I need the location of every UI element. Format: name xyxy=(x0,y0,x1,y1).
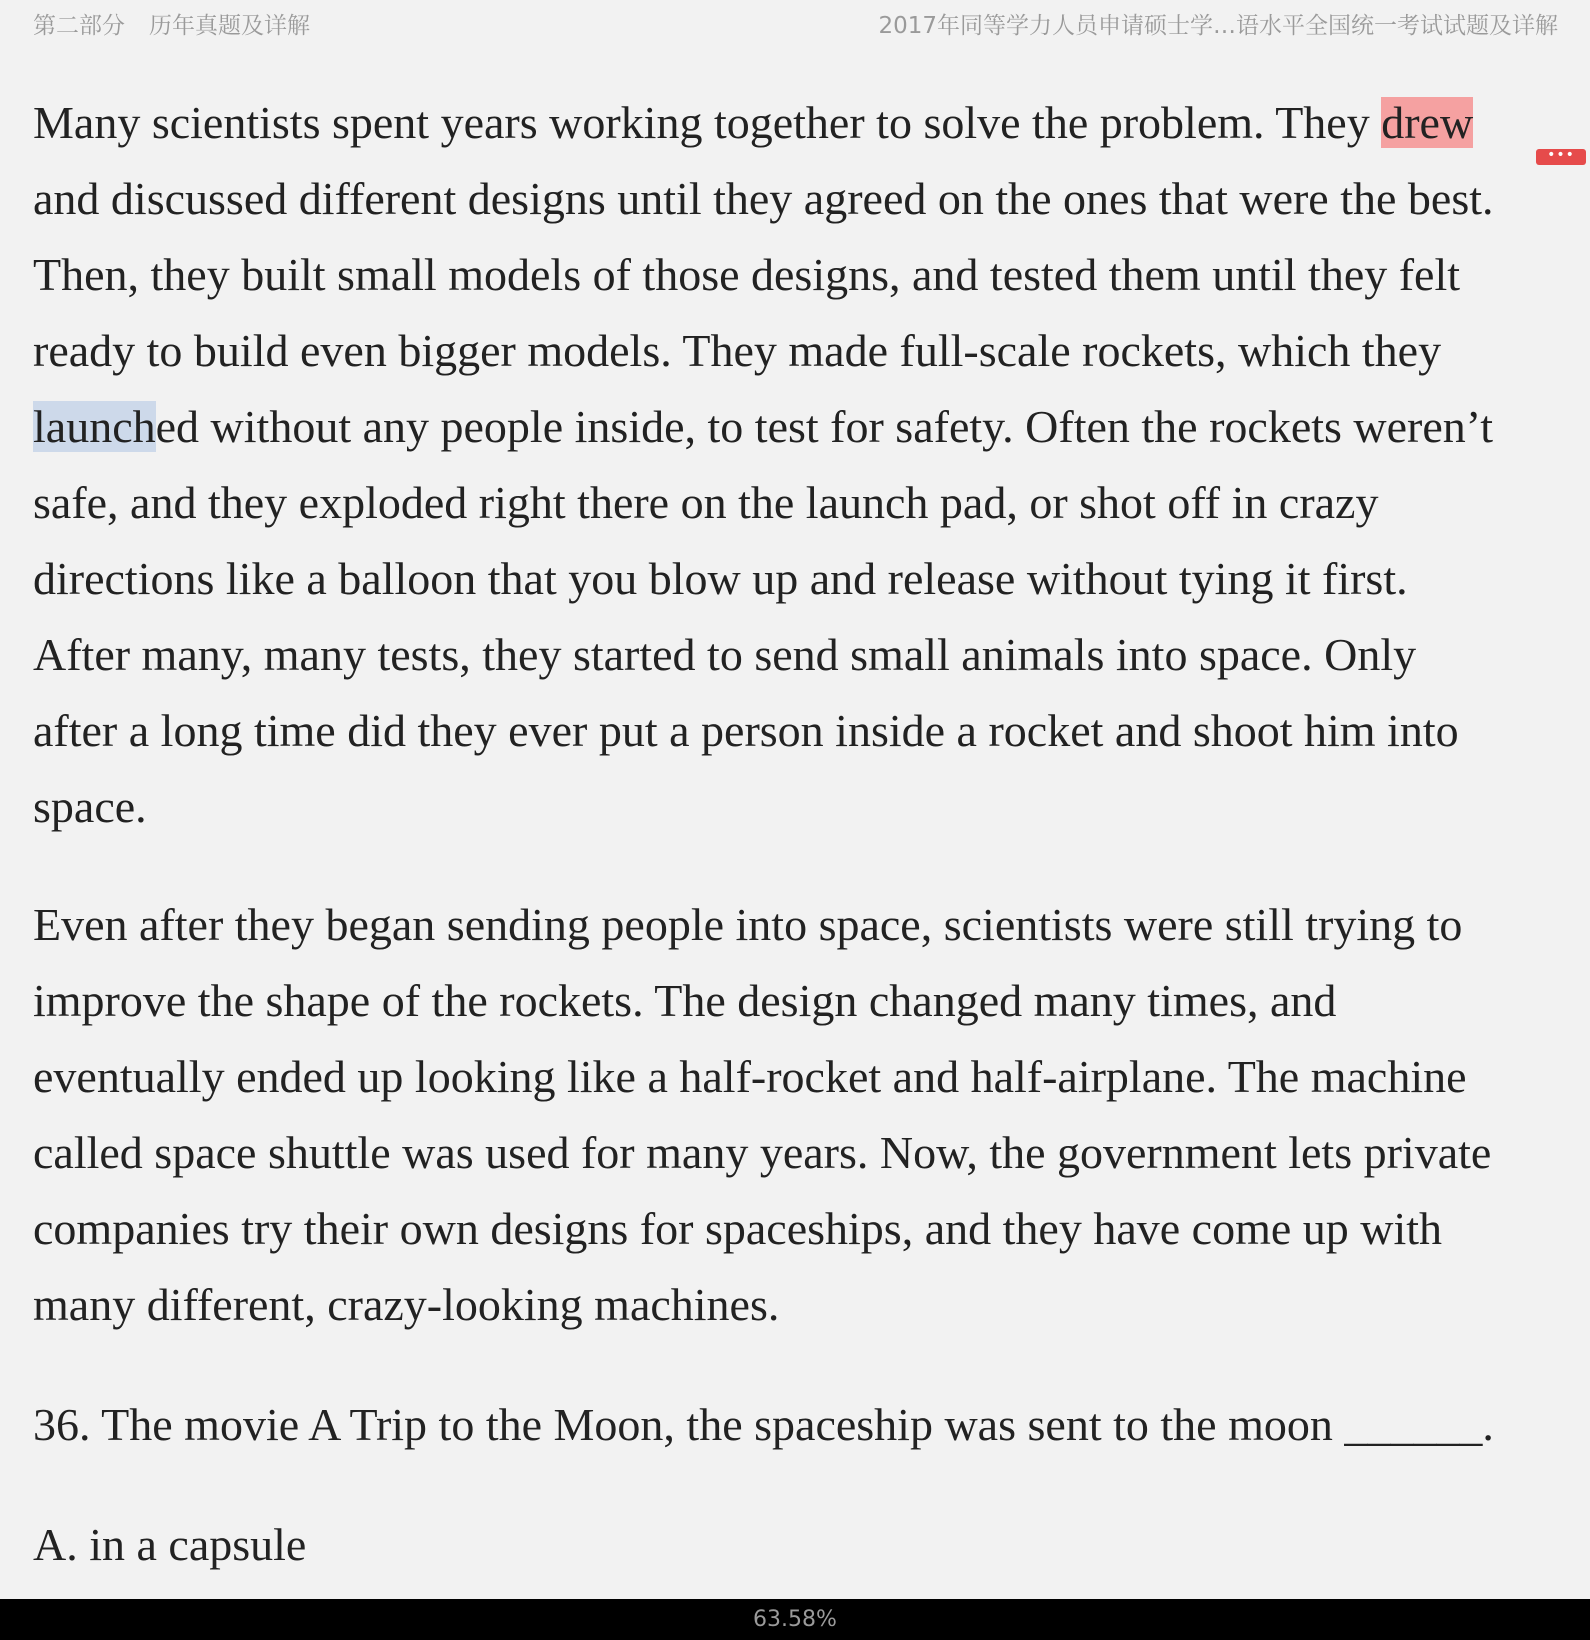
text-line xyxy=(33,389,1561,465)
section-label: 第二部分 xyxy=(33,13,125,39)
text-line: eventually ended up looking like a half-rocket and half-airplane. The machine xyxy=(33,1051,1467,1102)
text-line: improve the shape of the rockets. The design changed many times, and xyxy=(33,975,1337,1026)
reader-header xyxy=(0,0,1590,44)
reading-progress-bar xyxy=(0,1599,1590,1640)
chapter-breadcrumb xyxy=(33,7,310,40)
text-line: space. xyxy=(33,781,147,832)
more-options-icon[interactable]: ••• xyxy=(1536,149,1586,165)
text-segment: Many scientists spent years working together to solve the problem. They xyxy=(33,97,1382,148)
book-title: 2017年同等学力人员申请硕士学…语水平全国统一考试试题及详解 xyxy=(878,13,1558,39)
highlighted-word-drew[interactable]: drew xyxy=(1381,97,1474,148)
option-a: A. in a capsule xyxy=(33,1519,307,1570)
text-line: Then, they built small models of those designs, and tested them until they felt xyxy=(33,249,1461,300)
text-line: after a long time did they ever put a person inside a rocket and shoot him into xyxy=(33,705,1459,756)
text-line: safe, and they exploded right there on the launch pad, or shot off in crazy xyxy=(33,477,1379,528)
selected-text-launch[interactable]: launch xyxy=(33,401,156,452)
reading-content xyxy=(33,85,1561,1583)
text-line: and discussed different designs until they agreed on the ones that were the best. xyxy=(33,173,1494,224)
text-line: Even after they began sending people into space, scientists were still trying to xyxy=(33,899,1463,950)
text-line: many different, crazy-looking machines. xyxy=(33,1279,780,1330)
text-line: directions like a balloon that you blow up and release without tying it first. xyxy=(33,553,1408,604)
question-text: 36. The movie A Trip to the Moon, the spaceship was sent to the moon ______. xyxy=(33,1399,1494,1450)
text-segment: ed without any people inside, to test for safety. Often the rockets weren’t xyxy=(155,401,1494,452)
text-line xyxy=(33,85,1561,161)
subsection-label: 历年真题及详解 xyxy=(149,13,310,39)
progress-percent: 63.58% xyxy=(753,1607,837,1632)
text-line: called space shuttle was used for many years. Now, the government lets private xyxy=(33,1127,1492,1178)
text-line: ready to build even bigger models. They made full-scale rockets, which they xyxy=(33,325,1442,376)
text-line: companies try their own designs for spaceships, and they have come up with xyxy=(33,1203,1443,1254)
text-line: After many, many tests, they started to send small animals into space. Only xyxy=(33,629,1417,680)
